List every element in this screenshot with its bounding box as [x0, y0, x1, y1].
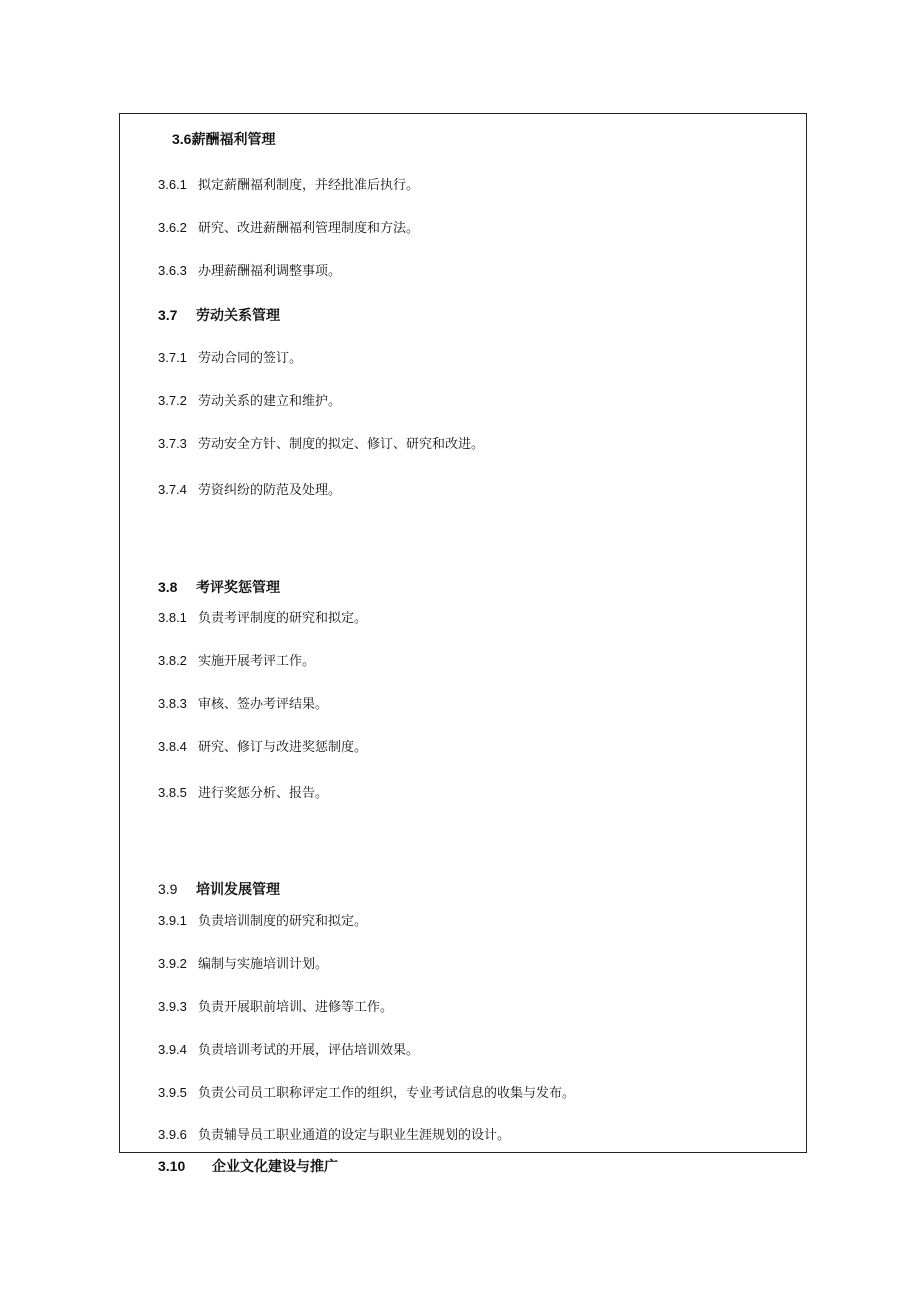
- list-item-3-9-1: [158, 913, 367, 930]
- section-title: 考评奖惩管理: [196, 580, 280, 596]
- item-number: 3.9.1: [158, 913, 187, 928]
- list-item-3-9-4: [158, 1042, 419, 1059]
- list-item-3-8-4: [158, 739, 367, 756]
- item-text: 研究、修订与改进奖惩制度。: [198, 740, 368, 755]
- list-item-3-8-1: [158, 610, 367, 627]
- item-text: 负责开展职前培训、进修等工作。: [198, 1000, 394, 1015]
- section-heading-3-7: [158, 307, 280, 324]
- section-number: 3.10: [158, 1158, 186, 1174]
- item-text: 审核、签办考评结果。: [198, 697, 329, 712]
- item-text: 编制与实施培训计划。: [198, 957, 329, 972]
- section-title: 劳动关系管理: [196, 308, 280, 324]
- list-item-3-8-5: [158, 785, 328, 802]
- item-number: 3.9.3: [158, 999, 187, 1014]
- section-heading-3-8: [158, 579, 280, 596]
- item-text: 劳资纠纷的防范及处理。: [198, 483, 342, 498]
- item-number: 3.7.4: [158, 482, 187, 497]
- item-text: 负责辅导员工职业通道的设定与职业生涯规划的设计。: [198, 1128, 511, 1143]
- section-number: 3.6: [172, 131, 192, 147]
- item-number: 3.6.3: [158, 263, 187, 278]
- section-heading-3-10: [158, 1158, 338, 1175]
- section-number: 3.7: [158, 307, 178, 323]
- item-text: 负责培训制度的研究和拟定。: [198, 914, 368, 929]
- item-number: 3.8.1: [158, 610, 187, 625]
- item-text: 拟定薪酬福利制度，并经批准后执行。: [198, 178, 420, 193]
- section-number: 3.8: [158, 579, 178, 595]
- item-number: 3.9.5: [158, 1085, 187, 1100]
- item-number: 3.9.4: [158, 1042, 187, 1057]
- item-number: 3.7.1: [158, 350, 187, 365]
- item-text: 研究、改进薪酬福利管理制度和方法。: [198, 221, 420, 236]
- section-title: 企业文化建设与推广: [212, 1159, 338, 1175]
- list-item-3-9-3: [158, 999, 393, 1016]
- item-text: 负责公司员工职称评定工作的组织，专业考试信息的收集与发布。: [198, 1086, 576, 1101]
- list-item-3-9-6: [158, 1127, 510, 1144]
- list-item-3-7-1: [158, 350, 302, 367]
- item-number: 3.8.4: [158, 739, 187, 754]
- item-text: 实施开展考评工作。: [198, 654, 316, 669]
- list-item-3-7-4: [158, 482, 341, 499]
- list-item-3-6-2: [158, 220, 419, 237]
- item-text: 劳动安全方针、制度的拟定、修订、研究和改进。: [198, 437, 485, 452]
- list-item-3-9-5: [158, 1085, 575, 1102]
- item-number: 3.9.6: [158, 1127, 187, 1142]
- item-number: 3.6.2: [158, 220, 187, 235]
- list-item-3-8-3: [158, 696, 328, 713]
- item-number: 3.8.5: [158, 785, 187, 800]
- section-heading-3-9: [158, 881, 280, 898]
- item-text: 办理薪酬福利调整事项。: [198, 264, 342, 279]
- section-title: 培训发展管理: [196, 882, 280, 898]
- item-text: 负责考评制度的研究和拟定。: [198, 611, 368, 626]
- item-number: 3.6.1: [158, 177, 187, 192]
- section-title: 薪酬福利管理: [191, 132, 276, 148]
- item-number: 3.8.3: [158, 696, 187, 711]
- list-item-3-9-2: [158, 956, 328, 973]
- item-number: 3.7.3: [158, 436, 187, 451]
- section-heading-3-6: [172, 131, 275, 148]
- list-item-3-6-1: [158, 177, 419, 194]
- item-text: 劳动关系的建立和维护。: [198, 394, 342, 409]
- item-text: 劳动合同的签订。: [198, 351, 303, 366]
- item-number: 3.9.2: [158, 956, 187, 971]
- list-item-3-8-2: [158, 653, 315, 670]
- list-item-3-6-3: [158, 263, 341, 280]
- item-number: 3.7.2: [158, 393, 187, 408]
- section-number: 3.9: [158, 881, 178, 897]
- item-text: 进行奖惩分析、报告。: [198, 786, 329, 801]
- item-number: 3.8.2: [158, 653, 187, 668]
- item-text: 负责培训考试的开展，评估培训效果。: [198, 1043, 420, 1058]
- list-item-3-7-2: [158, 393, 341, 410]
- list-item-3-7-3: [158, 436, 484, 453]
